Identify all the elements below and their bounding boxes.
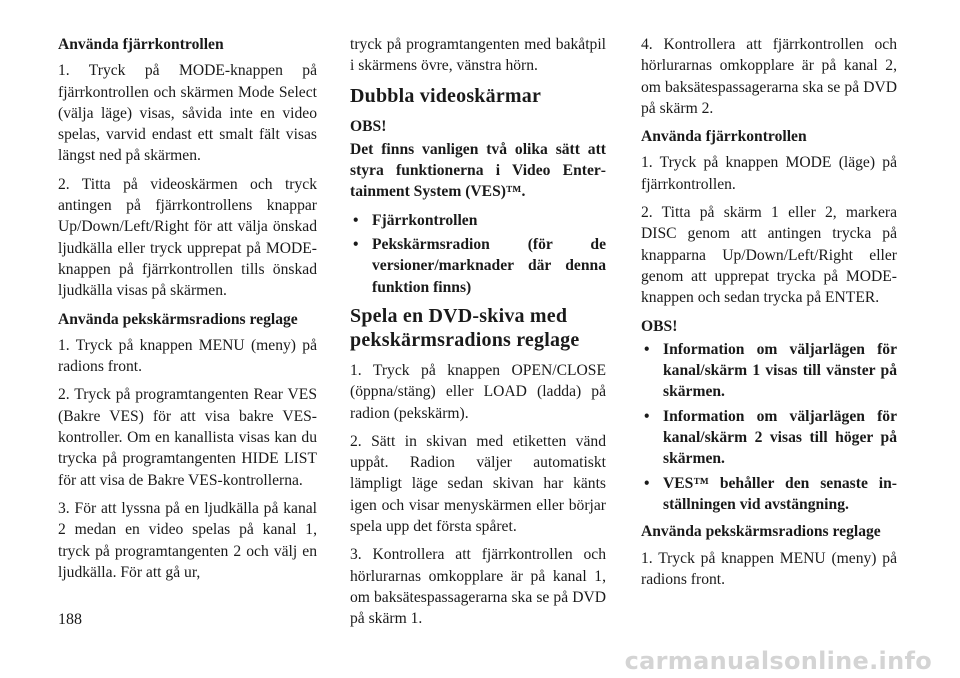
- heading-play-dvd: Spela en DVD-skiva med pekskärmsradions reglage: [350, 304, 580, 351]
- bullet-icon: •: [644, 474, 650, 492]
- paragraph-insert-disc: 2. Sätt in skivan med etiketten vänd uppåt. Radion väljer automatiskt lämpligt läge sedan skivan har känts igen och visar menyskärmen eller börjar spela upp det första spåret.: [350, 432, 606, 536]
- paragraph-select-disc: 2. Titta på skärm 1 eller 2, markera DISC genom att antingen trycka på knapparna Up/Down/Left/Right eller genom att upprepat trycka på MODE-knappen och sedan trycka på ENTER.: [641, 204, 897, 307]
- list-item: • Information om väljarlägen för kanal/skärm 1 visas till vänster på skärmen.: [644, 340, 897, 401]
- page-number: 188: [58, 611, 82, 628]
- paragraph-back-arrow: tryck på programtangenten med bakåtpil i skärmens övre, vänstra hörn.: [350, 36, 606, 75]
- paragraph-channel-2-audio: 3. För att lyssna på en ljudkälla på kanal 2 medan en video spelas på kanal 1, tryck på programtangenten 2 och välj en ljudkälla. För att gå ur,: [58, 499, 317, 581]
- column-right: [641, 34, 897, 597]
- list-item: • VES™ behåller den senaste inställningen vid avstängning.: [644, 474, 897, 513]
- note-label: OBS!: [641, 317, 678, 335]
- heading-using-remote: Använda fjärrkontrollen: [58, 36, 224, 53]
- paragraph-open-close: 1. Tryck på knappen OPEN/CLOSE (öppna/stäng) eller LOAD (ladda) på radion (pekskärm).: [350, 361, 606, 422]
- note-label: OBS!: [350, 117, 387, 135]
- heading-using-remote: Använda fjärrkontrollen: [641, 128, 807, 146]
- bullet-icon: •: [644, 407, 650, 425]
- control-methods-list: [350, 210, 606, 298]
- paragraph-channel-1: 3. Kontrollera att fjärrkontrollen och hörlurarnas omkopplare är på kanal 1, om baksätespassagerarna ska se på DVD på skärm 1.: [350, 546, 606, 628]
- watermark: carmanualsonline.info: [624, 647, 932, 675]
- paragraph-select-audio-source: 2. Titta på videoskärmen och tryck antingen på fjärrkontrollens knappar Up/Down/Left/Right för att välja önskad ljudkälla eller tryck upprepat på MODE-knappen på fjärrkontrollen tills önskad ljudkälla visas på skärmen.: [58, 175, 317, 300]
- paragraph-menu-button: 1. Tryck på knappen MENU (meny) på radions front.: [641, 549, 897, 588]
- heading-touchscreen-controls: Använda pekskärmsradions reglage: [58, 310, 298, 328]
- paragraph-mode-button: 1. Tryck på MODE-knappen på fjärrkontrollen och skärmen Mode Select (välja läge) visas, såvida inte en video spelas, varvid endast ett smalt fält visas längst ned på skärmen.: [58, 62, 317, 165]
- heading-touchscreen-controls: Använda pekskärmsradions reglage: [641, 523, 881, 541]
- note-text: Det finns vanligen två olika sätt att styra funktionerna i Video Entertainment System (VES)™.: [350, 140, 606, 201]
- column-left: [58, 34, 317, 590]
- bullet-icon: •: [353, 211, 359, 229]
- paragraph-channel-2: 4. Kontrollera att fjärrkontrollen och hörlurarnas omkopplare är på kanal 2, om baksätespassagerarna ska se på DVD på skärm 2.: [641, 36, 897, 117]
- note-list: [641, 339, 897, 515]
- heading-dual-video-screens: Dubbla videoskärmar: [350, 84, 542, 107]
- column-middle: [350, 34, 606, 637]
- paragraph-menu-button: 1. Tryck på knappen MENU (meny) på radions front.: [58, 336, 317, 376]
- list-item: • Fjärrkontrollen: [350, 210, 606, 231]
- paragraph-rear-ves: 2. Tryck på programtangenten Rear VES (Bakre VES) för att visa bakre VES-kontroller. Om en kanallista visas kan du trycka på programtangenten HIDE LIST för att visa de Bakre VES-kontrollerna.: [58, 386, 317, 489]
- list-item: • Pekskärmsradion (för de versioner/marknader där denna funktion finns): [353, 236, 606, 296]
- paragraph-mode-button: 1. Tryck på knappen MODE (läge) på fjärrkontrollen.: [641, 154, 897, 193]
- list-item: • Information om väljarlägen för kanal/skärm 2 visas till höger på skärmen.: [644, 407, 897, 468]
- bullet-icon: •: [353, 236, 359, 254]
- bullet-icon: •: [644, 340, 650, 358]
